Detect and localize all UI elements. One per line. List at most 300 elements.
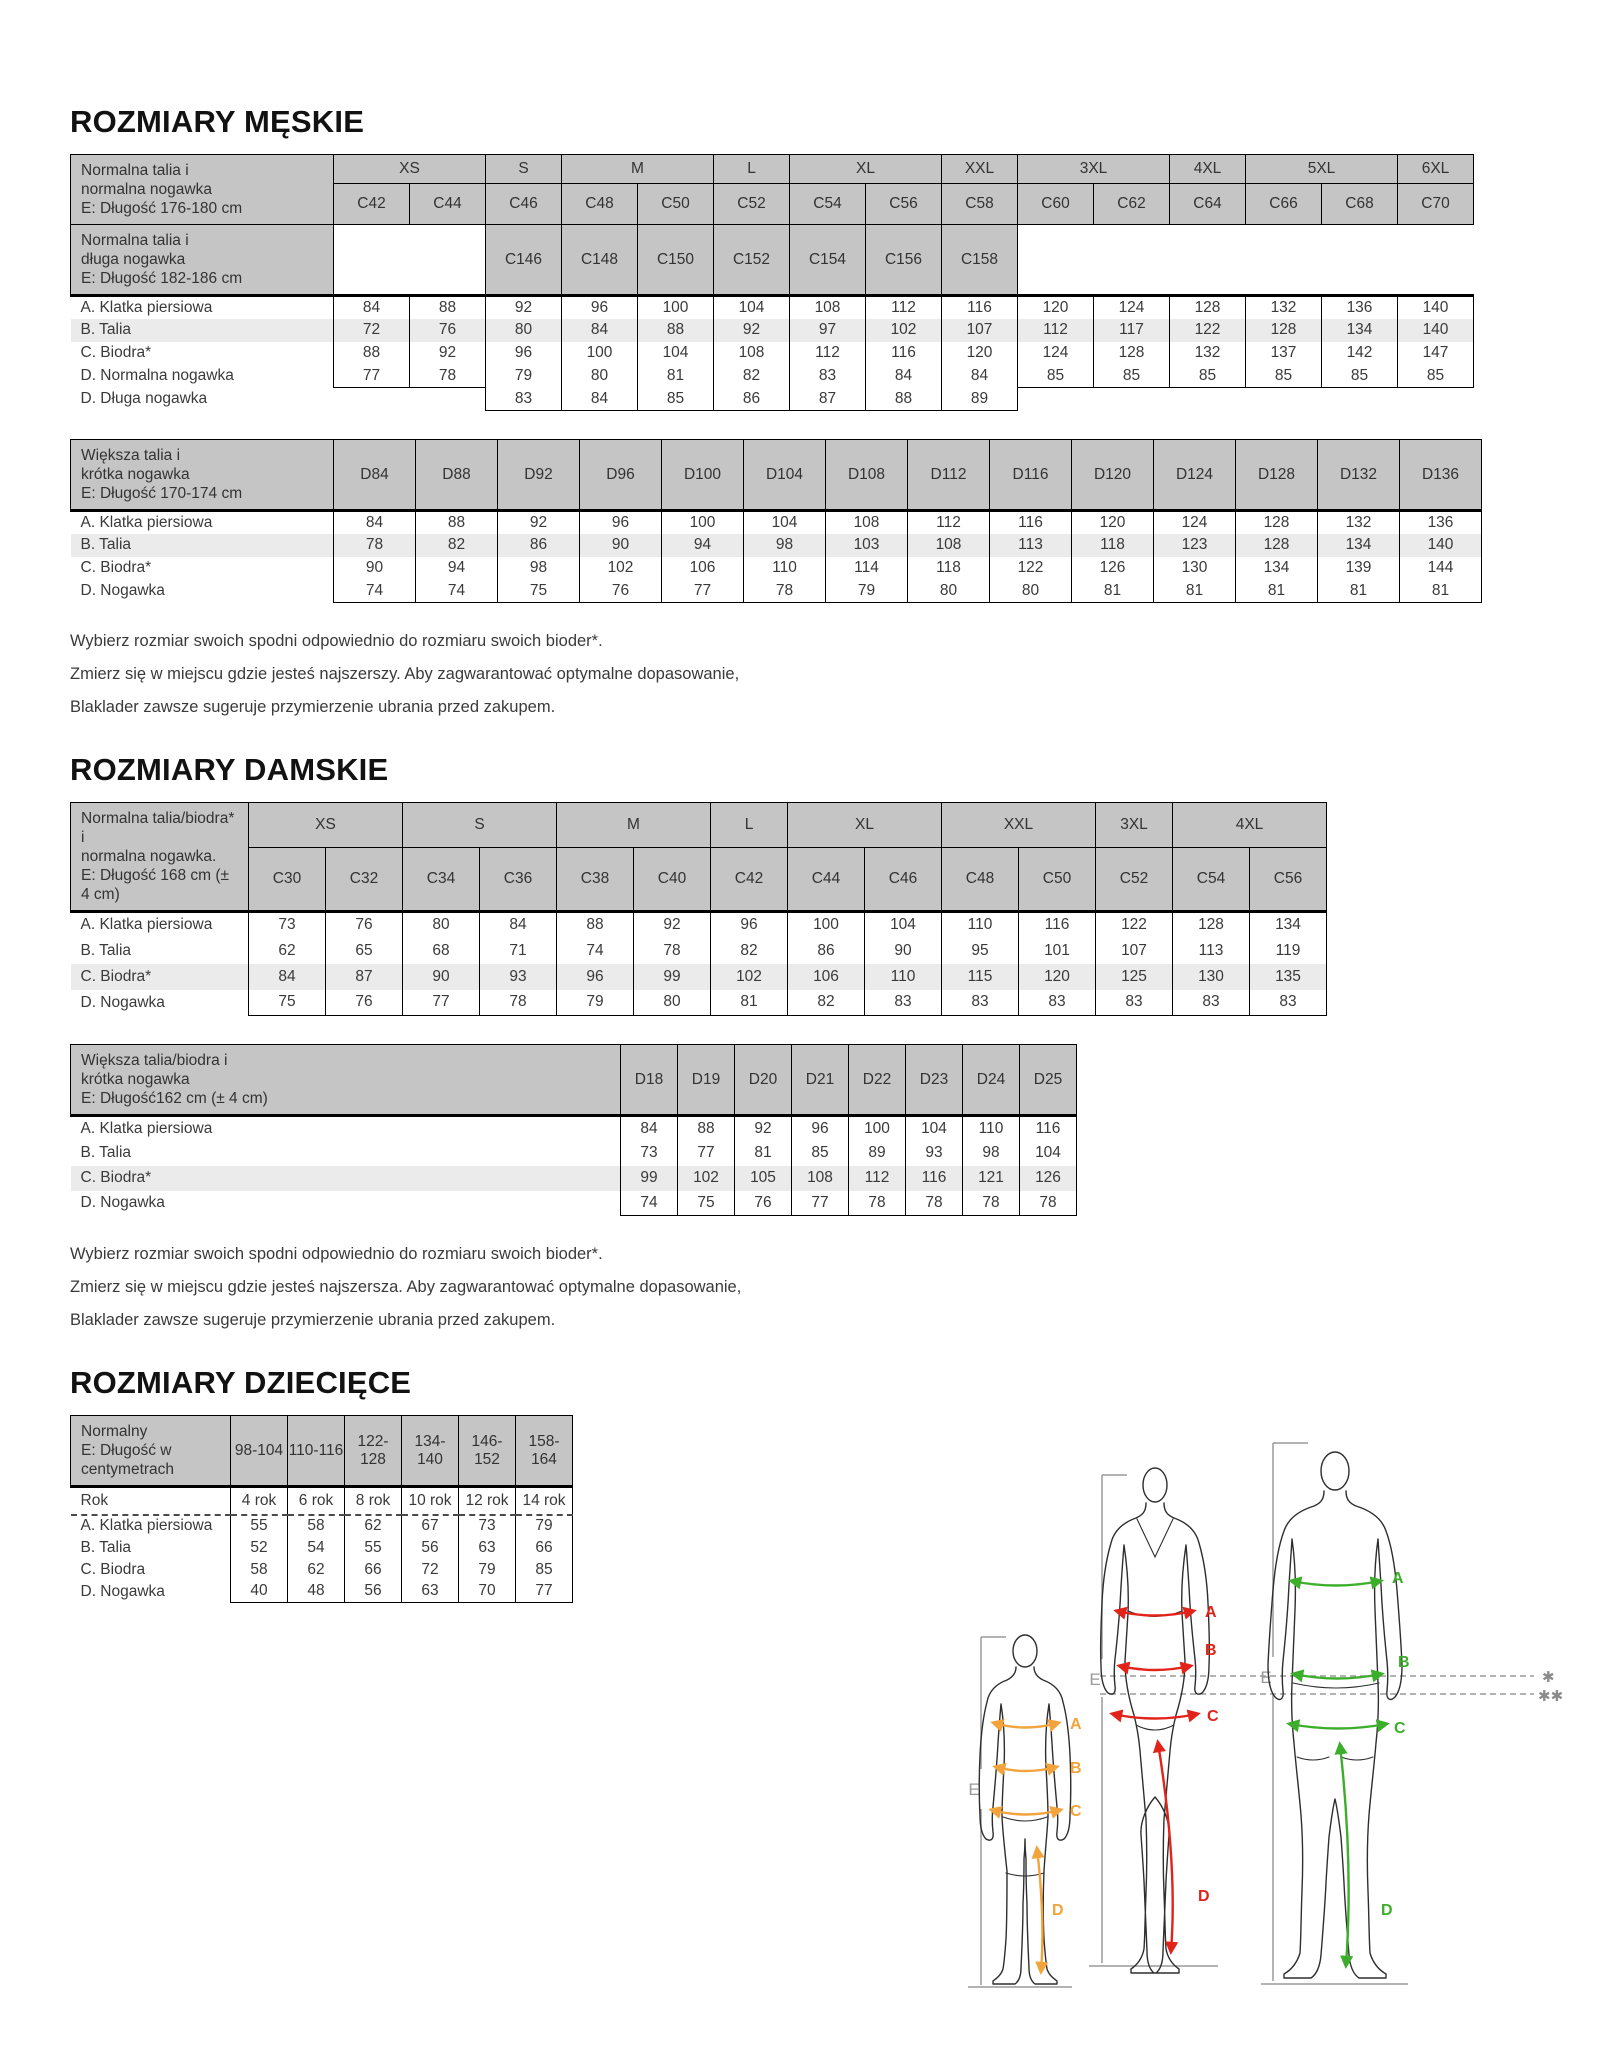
value-cell: 90 (580, 534, 662, 557)
value-cell: 130 (1173, 964, 1250, 990)
value-cell: 132 (1246, 296, 1322, 319)
value-cell: 83 (486, 388, 562, 411)
size-code-cell: D120 (1072, 440, 1154, 511)
value-cell: 92 (498, 511, 580, 534)
row-label: B. Talia (71, 534, 334, 557)
value-cell: 78 (410, 365, 486, 388)
size-code-cell: C64 (1170, 184, 1246, 225)
value-cell: 90 (403, 964, 480, 990)
value-cell: 110 (963, 1116, 1020, 1141)
value-cell: 83 (942, 990, 1019, 1016)
size-code-cell: D112 (908, 440, 990, 511)
value-cell: 75 (498, 580, 580, 603)
value-cell: 72 (402, 1559, 459, 1581)
size-code-cell: C154 (790, 225, 866, 296)
value-cell: 79 (826, 580, 908, 603)
value-cell: 116 (1019, 912, 1096, 938)
value-cell: 101 (1019, 938, 1096, 964)
size-group-cell: L (711, 803, 788, 848)
child-chest-label: A (1070, 1716, 1082, 1733)
value-cell: 74 (416, 580, 498, 603)
size-table (70, 1044, 1077, 1216)
value-cell: 85 (1398, 365, 1474, 388)
size-group-cell: M (557, 803, 711, 848)
value-cell: 124 (1018, 342, 1094, 365)
value-cell: 96 (557, 964, 634, 990)
size-code-cell: D22 (849, 1045, 906, 1116)
value-cell: 130 (1154, 557, 1236, 580)
value-cell: 74 (334, 580, 416, 603)
size-table (70, 802, 1327, 1016)
value-cell: 78 (634, 938, 711, 964)
value-cell: 85 (1094, 365, 1170, 388)
value-cell: 104 (906, 1116, 963, 1141)
value-cell: 85 (1170, 365, 1246, 388)
woman-waist-arrow (1120, 1666, 1190, 1670)
value-cell: 124 (1094, 296, 1170, 319)
value-cell: 90 (865, 938, 942, 964)
value-cell: 80 (562, 365, 638, 388)
child-waist-label: B (1070, 1760, 1082, 1777)
value-cell: 79 (486, 365, 562, 388)
value-cell: 128 (1170, 296, 1246, 319)
size-code-cell: D20 (735, 1045, 792, 1116)
value-cell: 71 (480, 938, 557, 964)
man-leg-arrow (1340, 1745, 1349, 1965)
value-cell: 98 (498, 557, 580, 580)
size-code-cell: 134-140 (402, 1416, 459, 1487)
row-label: B. Talia (71, 1537, 231, 1559)
size-code-cell: 110-116 (288, 1416, 345, 1487)
size-code-cell: D23 (906, 1045, 963, 1116)
value-cell: 58 (231, 1559, 288, 1581)
size-code-cell: C70 (1398, 184, 1474, 225)
value-cell: 126 (1020, 1166, 1077, 1191)
value-cell: 88 (416, 511, 498, 534)
section-women (70, 752, 1500, 1331)
value-cell: 62 (345, 1515, 402, 1537)
row-label: D. Długa nogawka (71, 388, 334, 411)
size-code-cell: C30 (249, 848, 326, 912)
value-cell: 98 (744, 534, 826, 557)
size-code-cell: C148 (562, 225, 638, 296)
value-cell: 112 (1018, 319, 1094, 342)
size-code-cell: D25 (1020, 1045, 1077, 1116)
value-cell: 99 (634, 964, 711, 990)
value-cell: 108 (792, 1166, 849, 1191)
size-code-cell: D136 (1400, 440, 1482, 511)
value-cell: 40 (231, 1581, 288, 1603)
size-code-cell: D18 (621, 1045, 678, 1116)
women-normal-size-table (70, 802, 1500, 1016)
value-cell: 119 (1250, 938, 1327, 964)
value-cell: 108 (790, 296, 866, 319)
value-cell: 76 (410, 319, 486, 342)
empty-cell (1018, 225, 1474, 296)
value-cell: 81 (638, 365, 714, 388)
value-cell: 88 (678, 1116, 735, 1141)
value-cell: 106 (788, 964, 865, 990)
value-cell: 110 (865, 964, 942, 990)
value-cell: 74 (557, 938, 634, 964)
size-code-cell: D24 (963, 1045, 1020, 1116)
value-cell: 132 (1318, 511, 1400, 534)
size-code-cell: C58 (942, 184, 1018, 225)
size-code-cell: C46 (865, 848, 942, 912)
value-cell: 76 (326, 912, 403, 938)
table-header-label: Normalny E: Długość w centymetrach (71, 1416, 231, 1487)
value-cell: 84 (621, 1116, 678, 1141)
size-code-cell: D132 (1318, 440, 1400, 511)
row-label: B. Talia (71, 319, 334, 342)
row-label: B. Talia (71, 1141, 621, 1166)
value-cell: 55 (231, 1515, 288, 1537)
size-group-cell: L (714, 155, 790, 184)
value-cell: 77 (662, 580, 744, 603)
value-cell: 81 (711, 990, 788, 1016)
value-cell: 87 (326, 964, 403, 990)
value-cell: 78 (1020, 1191, 1077, 1216)
size-code-cell: C32 (326, 848, 403, 912)
value-cell: 83 (790, 365, 866, 388)
asterisk-marker: ✱ (1542, 1668, 1555, 1686)
size-code-cell: C46 (486, 184, 562, 225)
row-label: D. Nogawka (71, 580, 334, 603)
value-cell: 96 (711, 912, 788, 938)
value-cell: 82 (416, 534, 498, 557)
woman-hip-label: C (1207, 1708, 1219, 1725)
man-figure (1260, 1443, 1409, 1984)
value-cell: 86 (714, 388, 790, 411)
value-cell: 93 (480, 964, 557, 990)
size-code-cell: C40 (634, 848, 711, 912)
value-cell: 102 (866, 319, 942, 342)
value-cell: 110 (942, 912, 1019, 938)
size-group-cell: 6XL (1398, 155, 1474, 184)
size-code-cell: C56 (1250, 848, 1327, 912)
value-cell: 122 (1096, 912, 1173, 938)
value-cell: 56 (402, 1537, 459, 1559)
value-cell: 84 (866, 365, 942, 388)
women-notes (70, 1244, 1500, 1331)
value-cell: 66 (345, 1559, 402, 1581)
year-cell: 12 rok (459, 1487, 516, 1515)
value-cell: 90 (334, 557, 416, 580)
content-column (70, 104, 1500, 1631)
value-cell: 84 (480, 912, 557, 938)
size-code-cell: C42 (711, 848, 788, 912)
value-cell: 76 (580, 580, 662, 603)
row-label: A. Klatka piersiowa (71, 296, 334, 319)
value-cell: 116 (990, 511, 1072, 534)
value-cell: 102 (580, 557, 662, 580)
size-code-cell: C42 (334, 184, 410, 225)
man-head (1321, 1452, 1349, 1490)
value-cell: 78 (963, 1191, 1020, 1216)
value-cell: 107 (942, 319, 1018, 342)
size-code-cell: D116 (990, 440, 1072, 511)
value-cell: 89 (849, 1141, 906, 1166)
value-cell: 78 (849, 1191, 906, 1216)
child-leg-arrow (1037, 1849, 1042, 1971)
value-cell: 81 (735, 1141, 792, 1166)
value-cell: 79 (557, 990, 634, 1016)
value-cell: 112 (849, 1166, 906, 1191)
value-cell: 118 (908, 557, 990, 580)
value-cell: 112 (790, 342, 866, 365)
value-cell: 98 (963, 1141, 1020, 1166)
value-cell: 84 (562, 388, 638, 411)
value-cell: 140 (1400, 534, 1482, 557)
size-code-cell: 158-164 (516, 1416, 573, 1487)
value-cell: 67 (402, 1515, 459, 1537)
value-cell: 116 (866, 342, 942, 365)
value-cell: 73 (249, 912, 326, 938)
size-group-cell: XXL (942, 803, 1096, 848)
row-label: D. Nogawka (71, 990, 249, 1016)
value-cell: 92 (634, 912, 711, 938)
value-cell: 62 (249, 938, 326, 964)
value-cell: 95 (942, 938, 1019, 964)
value-cell: 80 (634, 990, 711, 1016)
value-cell: 137 (1246, 342, 1322, 365)
size-code-cell: C54 (790, 184, 866, 225)
row-label: D. Nogawka (71, 1191, 621, 1216)
value-cell: 84 (249, 964, 326, 990)
value-cell: 100 (849, 1116, 906, 1141)
women-larger-size-table (70, 1044, 1500, 1216)
value-cell: 122 (1170, 319, 1246, 342)
value-cell: 132 (1170, 342, 1246, 365)
value-cell: 134 (1236, 557, 1318, 580)
size-code-cell: 146-152 (459, 1416, 516, 1487)
size-code-cell: C48 (562, 184, 638, 225)
value-cell: 116 (906, 1166, 963, 1191)
value-cell: 99 (621, 1166, 678, 1191)
value-cell: 94 (662, 534, 744, 557)
value-cell: 86 (498, 534, 580, 557)
value-cell: 112 (866, 296, 942, 319)
value-cell: 77 (334, 365, 410, 388)
value-cell: 81 (1400, 580, 1482, 603)
size-code-cell: C56 (866, 184, 942, 225)
value-cell: 79 (516, 1515, 573, 1537)
value-cell: 80 (990, 580, 1072, 603)
man-hip-label: C (1394, 1720, 1406, 1737)
men-larger-size-table (70, 439, 1500, 603)
size-group-cell: XXL (942, 155, 1018, 184)
value-cell: 79 (459, 1559, 516, 1581)
size-group-cell: 4XL (1170, 155, 1246, 184)
row-label: Rok (71, 1487, 231, 1515)
value-cell: 96 (580, 511, 662, 534)
child-waist-arrow (996, 1767, 1056, 1771)
value-cell: 88 (638, 319, 714, 342)
value-cell: 104 (744, 511, 826, 534)
value-cell: 81 (1318, 580, 1400, 603)
value-cell: 84 (942, 365, 1018, 388)
row-label: C. Biodra* (71, 1166, 621, 1191)
value-cell: 134 (1322, 319, 1398, 342)
value-cell: 100 (562, 342, 638, 365)
value-cell: 128 (1236, 534, 1318, 557)
value-cell: 54 (288, 1537, 345, 1559)
woman-chest-label: A (1205, 1604, 1217, 1621)
value-cell: 128 (1236, 511, 1318, 534)
value-cell: 96 (486, 342, 562, 365)
row-label: D. Nogawka (71, 1581, 231, 1603)
value-cell: 65 (326, 938, 403, 964)
value-cell: 76 (326, 990, 403, 1016)
men-notes (70, 631, 1500, 718)
row-label: B. Talia (71, 938, 249, 964)
row-label: A. Klatka piersiowa (71, 912, 249, 938)
empty-cell (334, 225, 486, 296)
men-normal-size-table (70, 154, 1500, 411)
value-cell: 48 (288, 1581, 345, 1603)
value-cell: 122 (990, 557, 1072, 580)
child-figure (968, 1635, 1082, 1987)
value-cell: 84 (334, 296, 410, 319)
value-cell: 83 (1019, 990, 1096, 1016)
value-cell: 62 (288, 1559, 345, 1581)
value-cell: 87 (790, 388, 866, 411)
woman-leg-label: D (1198, 1888, 1210, 1905)
value-cell: 134 (1318, 534, 1400, 557)
value-cell: 89 (942, 388, 1018, 411)
year-cell: 6 rok (288, 1487, 345, 1515)
section-men (70, 104, 1500, 718)
value-cell: 123 (1154, 534, 1236, 557)
value-cell: 72 (334, 319, 410, 342)
value-cell: 92 (735, 1116, 792, 1141)
man-leg-label: D (1381, 1902, 1393, 1919)
size-code-cell: C36 (480, 848, 557, 912)
value-cell: 77 (516, 1581, 573, 1603)
value-cell: 68 (403, 938, 480, 964)
year-cell: 10 rok (402, 1487, 459, 1515)
size-code-cell: 122-128 (345, 1416, 402, 1487)
value-cell: 75 (678, 1191, 735, 1216)
size-group-cell: 4XL (1173, 803, 1327, 848)
value-cell: 100 (788, 912, 865, 938)
value-cell: 139 (1318, 557, 1400, 580)
size-group-cell: XL (790, 155, 942, 184)
size-code-cell: C54 (1173, 848, 1250, 912)
size-code-cell: C60 (1018, 184, 1094, 225)
value-cell: 136 (1322, 296, 1398, 319)
value-cell: 85 (1246, 365, 1322, 388)
value-cell: 105 (735, 1166, 792, 1191)
size-code-cell: D108 (826, 440, 908, 511)
child-body-outline (979, 1667, 1071, 1984)
value-cell: 76 (735, 1191, 792, 1216)
man-hip-arrow (1290, 1724, 1386, 1729)
row-label: C. Biodra (71, 1559, 231, 1581)
value-cell: 128 (1173, 912, 1250, 938)
size-code-cell: D104 (744, 440, 826, 511)
size-code-cell: C34 (403, 848, 480, 912)
value-cell: 88 (334, 342, 410, 365)
value-cell: 102 (678, 1166, 735, 1191)
value-cell: 103 (826, 534, 908, 557)
size-code-cell: D96 (580, 440, 662, 511)
value-cell: 104 (865, 912, 942, 938)
row-label: C. Biodra* (71, 557, 334, 580)
value-cell: 97 (790, 319, 866, 342)
note-line: Zmierz się w miejscu gdzie jesteś najszersza. Aby zagwarantować optymalne dopasowanie, (70, 1278, 742, 1296)
value-cell: 78 (334, 534, 416, 557)
row-label: D. Normalna nogawka (71, 365, 334, 388)
size-code-cell: D84 (334, 440, 416, 511)
value-cell: 116 (1020, 1116, 1077, 1141)
value-cell: 81 (1072, 580, 1154, 603)
size-code-cell: C156 (866, 225, 942, 296)
value-cell: 85 (516, 1559, 573, 1581)
value-cell: 88 (410, 296, 486, 319)
value-cell: 113 (1173, 938, 1250, 964)
value-cell: 113 (990, 534, 1072, 557)
size-code-cell: C152 (714, 225, 790, 296)
value-cell: 104 (714, 296, 790, 319)
empty-cell (1018, 388, 1474, 411)
value-cell: 104 (1020, 1141, 1077, 1166)
size-code-cell: 98-104 (231, 1416, 288, 1487)
year-cell: 4 rok (231, 1487, 288, 1515)
value-cell: 125 (1096, 964, 1173, 990)
table-header-label: Większa talia/biodra i krótka nogawka E: Długość162 cm (± 4 cm) (71, 1045, 621, 1116)
value-cell: 128 (1094, 342, 1170, 365)
woman-height-label: E (1089, 1670, 1101, 1689)
size-code-cell: C150 (638, 225, 714, 296)
size-code-cell: C50 (1019, 848, 1096, 912)
value-cell: 94 (416, 557, 498, 580)
value-cell: 100 (638, 296, 714, 319)
value-cell: 86 (788, 938, 865, 964)
size-code-cell: C68 (1322, 184, 1398, 225)
value-cell: 77 (678, 1141, 735, 1166)
value-cell: 80 (908, 580, 990, 603)
value-cell: 83 (1173, 990, 1250, 1016)
note-line: Zmierz się w miejscu gdzie jesteś najszerszy. Aby zagwarantować optymalne dopasowanie, (70, 665, 740, 683)
size-code-cell: D88 (416, 440, 498, 511)
child-hip-label: C (1070, 1803, 1082, 1820)
size-code-cell: C50 (638, 184, 714, 225)
size-group-cell: 3XL (1096, 803, 1173, 848)
size-table (70, 439, 1482, 603)
child-height-label: E (968, 1780, 980, 1799)
value-cell: 88 (866, 388, 942, 411)
value-cell: 73 (621, 1141, 678, 1166)
child-head (1013, 1635, 1037, 1667)
size-code-cell: D92 (498, 440, 580, 511)
value-cell: 108 (714, 342, 790, 365)
men-section-title: ROZMIARY MĘSKIE (70, 104, 365, 139)
measurement-figures-illustration (950, 1425, 1590, 2025)
value-cell: 77 (792, 1191, 849, 1216)
woman-top-lines (1128, 1519, 1182, 1730)
value-cell: 115 (942, 964, 1019, 990)
size-code-cell: D100 (662, 440, 744, 511)
value-cell: 82 (788, 990, 865, 1016)
value-cell: 108 (826, 511, 908, 534)
value-cell: 82 (711, 938, 788, 964)
value-cell: 128 (1246, 319, 1322, 342)
size-code-cell: D19 (678, 1045, 735, 1116)
value-cell: 63 (402, 1581, 459, 1603)
value-cell: 56 (345, 1581, 402, 1603)
size-group-cell: XL (788, 803, 942, 848)
